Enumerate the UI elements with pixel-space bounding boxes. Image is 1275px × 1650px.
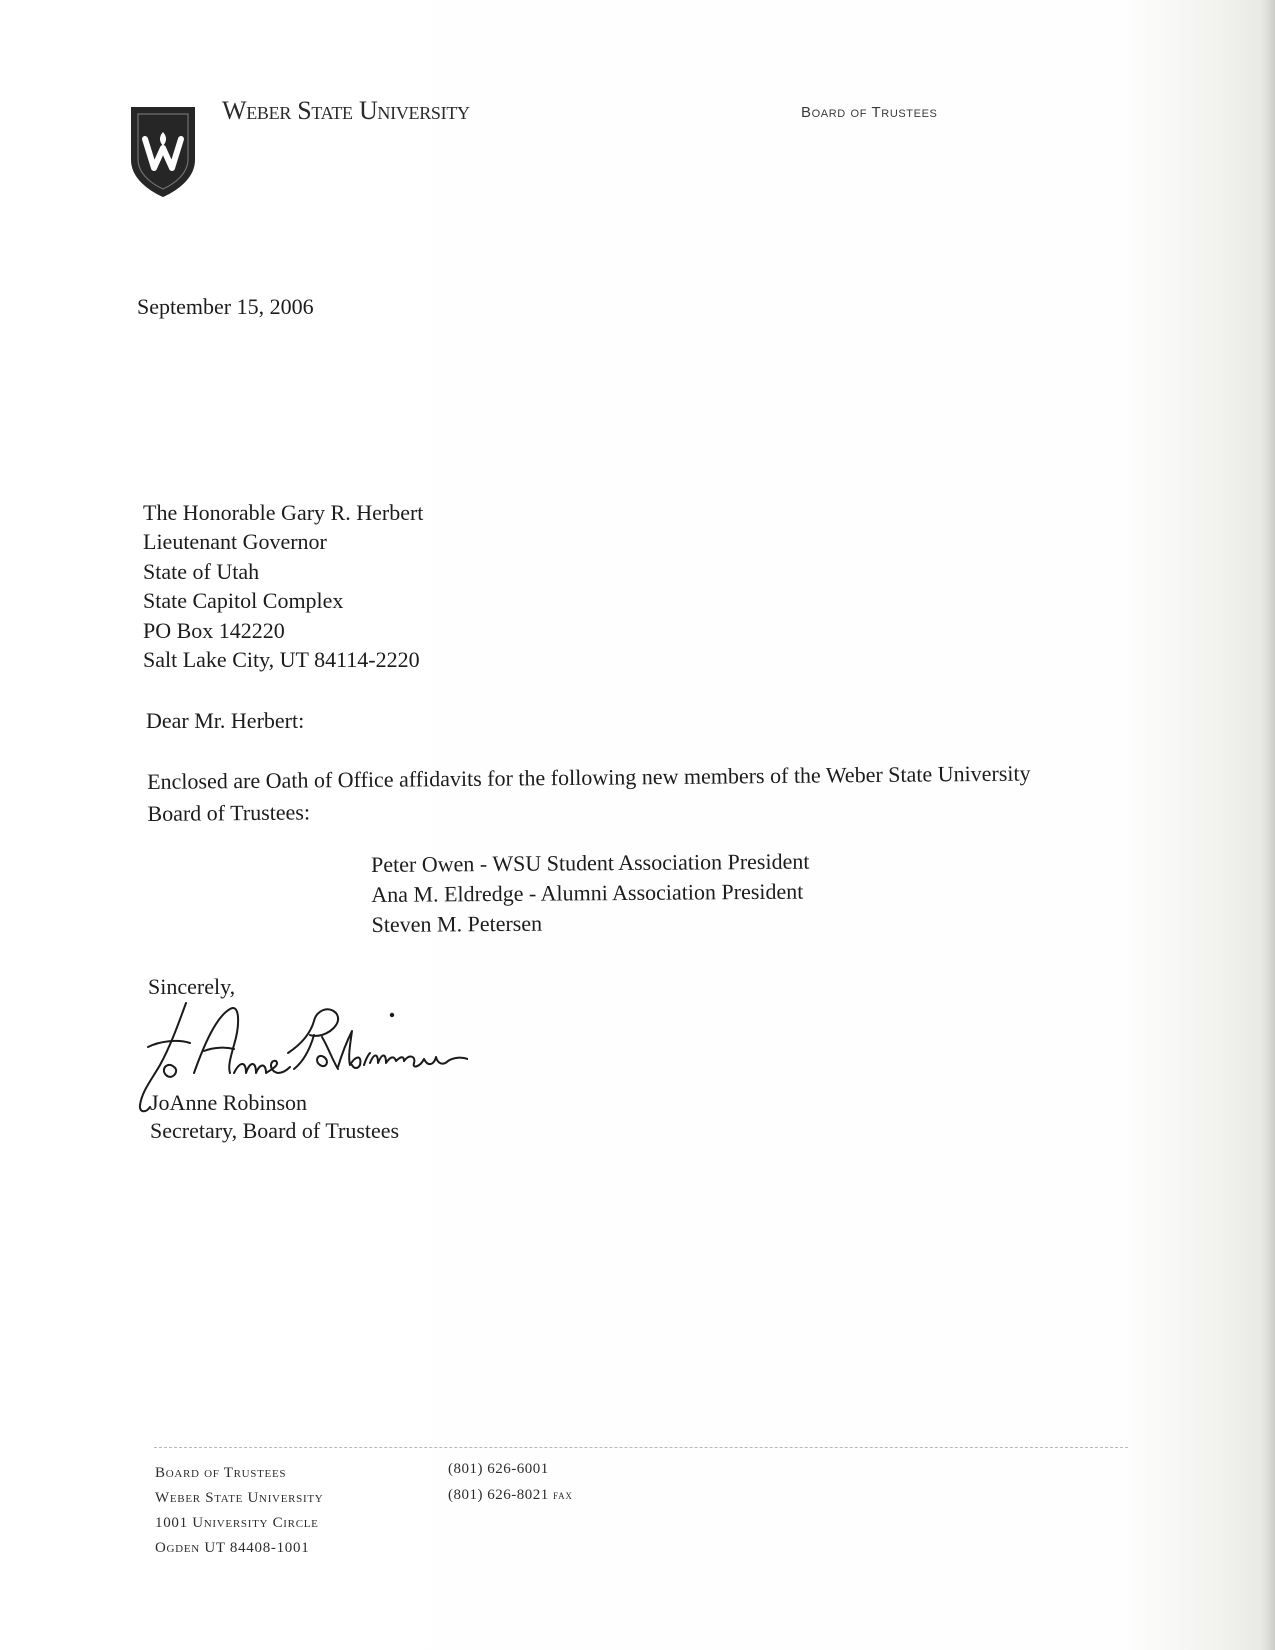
- footer-address-line: Weber State University: [155, 1490, 324, 1506]
- salutation: Dear Mr. Herbert:: [146, 708, 305, 733]
- member-item: Ana M. Eldredge - Alumni Association President: [371, 878, 804, 907]
- footer-fax-number: (801) 626-8021: [448, 1487, 549, 1503]
- new-members-list: [371, 847, 810, 940]
- letter-date: September 15, 2006: [137, 294, 314, 319]
- department-header: Board of Trustees: [801, 104, 938, 121]
- signer-block: [150, 1089, 399, 1145]
- footer-divider: [154, 1447, 1128, 1448]
- recipient-line: PO Box 142220: [143, 617, 285, 643]
- footer-address-line: Ogden UT 84408-1001: [155, 1540, 310, 1556]
- footer-fax-line: [448, 1482, 573, 1508]
- recipient-line: Lieutenant Governor: [143, 529, 327, 555]
- signer-title: Secretary, Board of Trustees: [150, 1118, 400, 1143]
- member-item: Peter Owen - WSU Student Association President: [371, 848, 810, 877]
- closing: Sincerely,: [148, 974, 236, 999]
- signer-name: JoAnne Robinson: [150, 1090, 308, 1115]
- recipient-line: The Honorable Gary R. Herbert: [143, 500, 424, 525]
- recipient-line: State Capitol Complex: [143, 588, 344, 614]
- footer-address-line: 1001 University Circle: [155, 1515, 319, 1531]
- footer-phone: (801) 626-6001: [448, 1461, 549, 1477]
- footer-address-line: Board of Trustees: [155, 1465, 287, 1481]
- recipient-line: State of Utah: [143, 558, 260, 584]
- paper-edge-shadow: [1261, 0, 1275, 1650]
- member-item: Steven M. Petersen: [371, 910, 543, 937]
- footer-address: [155, 1461, 323, 1561]
- university-shield-logo: [130, 106, 196, 198]
- letter-body: Enclosed are Oath of Office affidavits for the following new members of the Weber State University Board of Trustees:: [147, 760, 1031, 826]
- university-name: Weber State University: [222, 96, 470, 125]
- recipient-line: Salt Lake City, UT 84114-2220: [143, 647, 420, 673]
- recipient-address: [143, 498, 423, 674]
- footer-contact: [448, 1457, 573, 1508]
- footer-fax-label: fax: [553, 1487, 573, 1502]
